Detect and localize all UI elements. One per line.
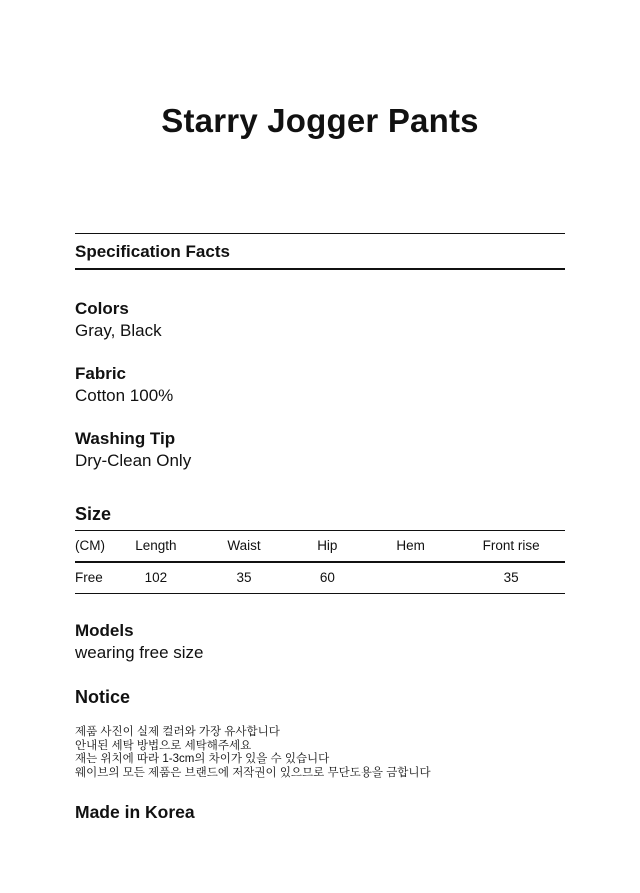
spec-block-fabric [75, 363, 565, 407]
notice-line-3: 재는 위치에 따라 1-3cm의 차이가 있을 수 있습니다 [75, 753, 330, 765]
size-cell-length: 102 [144, 570, 168, 585]
models-label: Models [75, 621, 134, 640]
size-section-heading: Size [75, 504, 112, 524]
size-table-header-waist: Waist [197, 531, 290, 563]
section-header-specification-facts [75, 233, 565, 270]
section-header-label: Specification Facts [75, 242, 230, 261]
made-in-label: Made in Korea [75, 802, 195, 822]
size-table-header-length: Length [114, 531, 197, 563]
spec-colors-label: Colors [75, 299, 129, 318]
size-cell-hem [364, 562, 457, 594]
size-table-header-unit: (CM) [75, 531, 114, 563]
models-value: wearing free size [75, 643, 204, 662]
size-cell-hip: 60 [319, 570, 335, 585]
notice-line-1: 제품 사진이 실제 컬러와 가장 유사합니다 [75, 726, 280, 738]
size-cell-size-name: Free [75, 570, 103, 585]
notice-lines [75, 726, 565, 780]
spec-colors-value: Gray, Black [75, 321, 162, 340]
spec-washing-tip-label: Washing Tip [75, 429, 176, 448]
notice-line-4: 웨이브의 모든 제품은 브랜드에 저작권이 있으므로 무단도용을 금합니다 [75, 766, 431, 779]
size-table [75, 530, 565, 594]
size-cell-front-rise: 35 [503, 570, 519, 585]
spec-washing-tip-value: Dry-Clean Only [75, 451, 192, 470]
spec-block-washing-tip [75, 428, 565, 472]
size-table-header-hip: Hip [291, 531, 365, 563]
size-table-header-hem: Hem [364, 531, 457, 563]
spec-block-colors [75, 298, 565, 342]
notice-line-2: 안내된 세탁 방법으로 세탁해주세요 [75, 739, 252, 752]
table-row [75, 562, 565, 594]
size-cell-waist: 35 [236, 570, 252, 585]
spec-fabric-label: Fabric [75, 364, 127, 383]
size-table-header-row [75, 531, 565, 563]
page-title: Starry Jogger Pants [161, 102, 479, 139]
notice-heading: Notice [75, 687, 131, 707]
models-block [75, 620, 565, 664]
size-table-header-front-rise: Front rise [457, 531, 565, 563]
spec-fabric-value: Cotton 100% [75, 386, 174, 405]
